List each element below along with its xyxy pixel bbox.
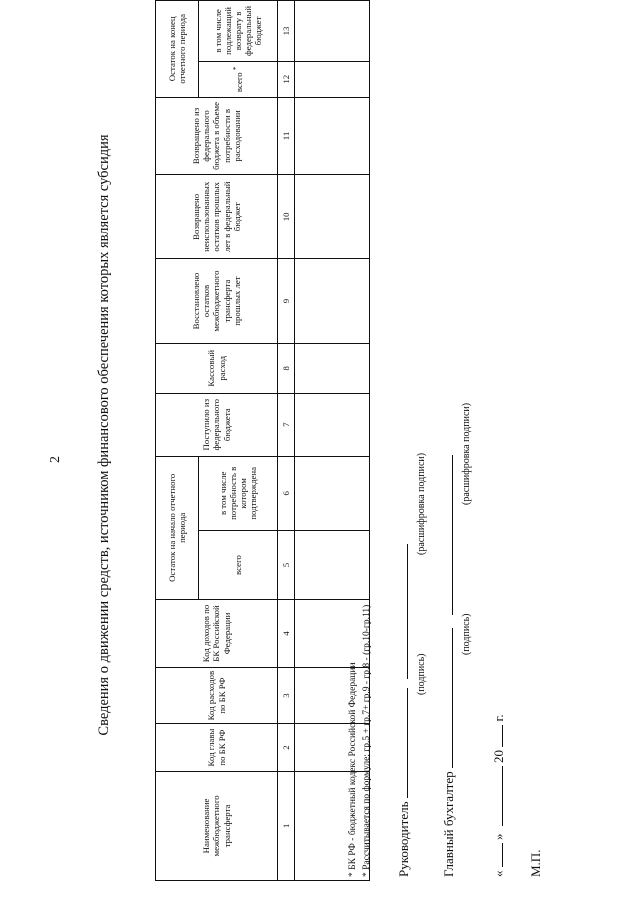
- chief-accountant-decryption-field[interactable]: [440, 455, 453, 615]
- header-balance-end: Остаток на конец отчетного периода: [156, 1, 199, 98]
- entry-cell[interactable]: [295, 97, 370, 175]
- column-number: 5: [278, 531, 295, 600]
- entry-cell[interactable]: [295, 259, 370, 343]
- header-income-code: Код доходов по БК Российской Федерации: [156, 600, 278, 668]
- stamp-placeholder: М.П.: [528, 849, 543, 877]
- entry-cell[interactable]: [295, 531, 370, 600]
- date-day-field[interactable]: [490, 843, 503, 867]
- chief-accountant-label: Главный бухгалтер: [441, 771, 456, 877]
- column-number: 10: [278, 175, 295, 259]
- column-number: 7: [278, 393, 295, 456]
- footnote-budget-code: * БК РФ - бюджетный кодекс Российской Федерации: [348, 662, 358, 877]
- subsidy-movement-table: [155, 0, 370, 881]
- column-number: 9: [278, 259, 295, 343]
- head-signature-caption: (подпись): [416, 653, 427, 695]
- column-number: 13: [278, 1, 295, 62]
- header-cash-expense: Кассовый расход: [156, 343, 278, 393]
- column-number: 4: [278, 600, 295, 668]
- header-expense-code: Код расходов по БК РФ: [156, 667, 278, 723]
- head-label: Руководитель: [396, 801, 411, 877]
- entry-cell[interactable]: [295, 1, 370, 62]
- date-open-quote: «: [491, 870, 506, 877]
- date-century: 20: [491, 750, 506, 763]
- column-number: 11: [278, 97, 295, 175]
- header-row-top: [156, 1, 199, 881]
- entry-cell[interactable]: [295, 175, 370, 259]
- entry-cell[interactable]: [295, 61, 370, 97]
- header-returned-unused: Возвращено неиспользованных остатков прошлых лет в федеральный бюджет: [156, 175, 278, 259]
- header-transfer-name: Наименование межбюджетного трансферта: [156, 771, 278, 880]
- entry-cell[interactable]: [295, 456, 370, 531]
- header-balance-end-total: [199, 61, 278, 97]
- head-signature-field[interactable]: [395, 688, 408, 798]
- column-number: 2: [278, 724, 295, 772]
- date-year-suffix: г.: [491, 714, 506, 722]
- date-year-field[interactable]: [490, 725, 503, 747]
- footnotes: [346, 605, 375, 877]
- column-number: 12: [278, 61, 295, 97]
- column-number: 6: [278, 456, 295, 531]
- chief-accountant-decryption-caption: (расшифровка подписи): [461, 402, 472, 505]
- header-balance-start-confirmed: в том числе потребность в котором подтверждена: [199, 456, 278, 531]
- asterisk-mark: *: [230, 66, 240, 71]
- date-month-field[interactable]: [490, 766, 503, 826]
- header-balance-end-return: в том числе подлежащий возврату в федеральный бюджет: [199, 1, 278, 62]
- head-decryption-caption: (расшифровка подписи): [416, 452, 427, 555]
- entry-cell[interactable]: [295, 393, 370, 456]
- page-number: 2: [48, 456, 63, 463]
- header-returned-from-federal: Возвращено из федерального бюджета в объеме потребности в расходовании: [156, 97, 278, 175]
- column-number: 8: [278, 343, 295, 393]
- chief-accountant-signature-line: [440, 455, 457, 877]
- column-number-row: [278, 1, 295, 881]
- date-close-quote: »: [491, 833, 506, 840]
- header-chapter-code: Код главы по БК РФ: [156, 724, 278, 772]
- header-balance-end-total-label: всего: [233, 72, 244, 93]
- footnote-formula: * Рассчитывается по формуле: гр.5 + гр.7+ гр.9 - гр.8 - (гр.10-гр.11): [362, 604, 373, 877]
- header-balance-start-total: всего: [199, 531, 278, 600]
- date-line: [490, 714, 507, 877]
- header-received: Поступило из федерального бюджета: [156, 393, 278, 456]
- entry-cell[interactable]: [295, 343, 370, 393]
- column-number: 1: [278, 771, 295, 880]
- chief-accountant-signature-caption: (подпись): [461, 613, 472, 655]
- header-restored: Восстановлено остатков межбюджетного трансферта прошлых лет: [156, 259, 278, 343]
- column-number: 3: [278, 667, 295, 723]
- head-signature-line: [395, 544, 412, 877]
- page-title: Сведения о движении средств, источником финансового обеспечения которых является субсидия: [96, 134, 112, 736]
- header-balance-start: Остаток на начало отчетного периода: [156, 456, 199, 599]
- chief-accountant-signature-field[interactable]: [440, 628, 453, 768]
- head-decryption-field[interactable]: [395, 544, 408, 679]
